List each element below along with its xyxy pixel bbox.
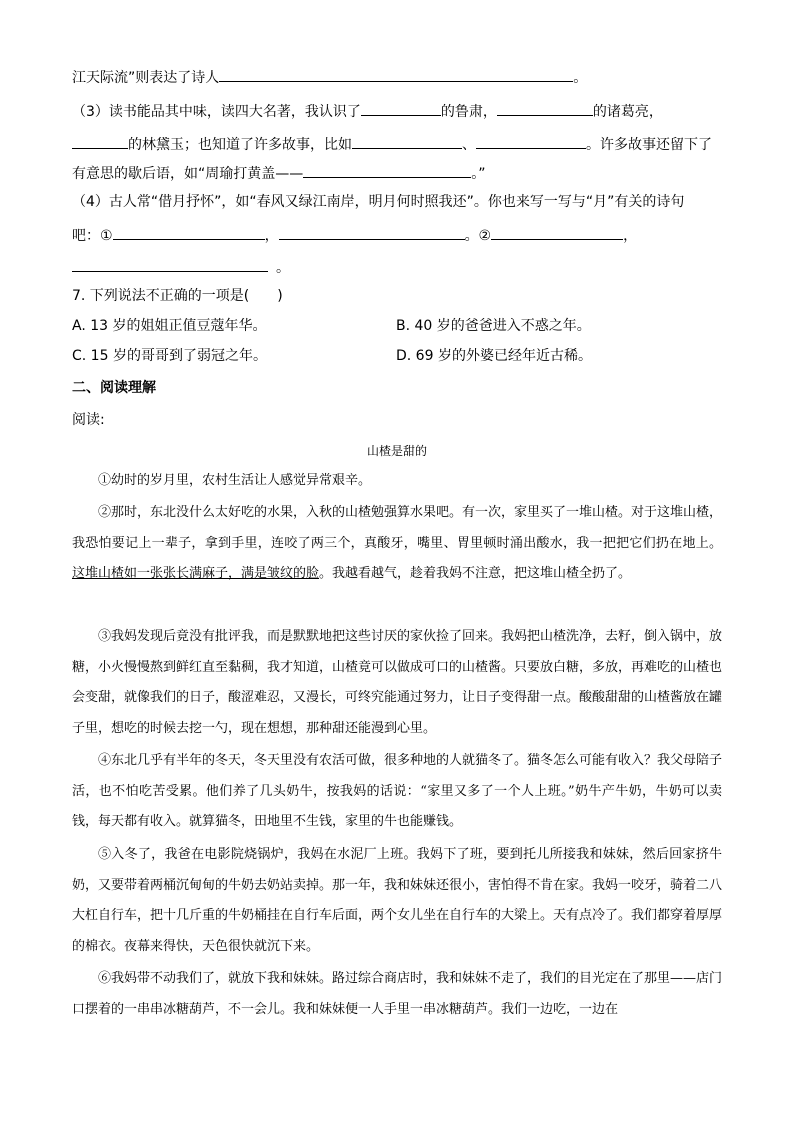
q6-part3-text: 的诸葛亮， [592, 104, 663, 120]
story-paragraph-2-text: ②那时，东北没什么太好吃的水果，入秋的山楂勉强算水果吧。有一次，家里买了一堆山楂。对于这堆山楂，我恐怕要记上一辈子，拿到手里，连咬了两三个，真酸牙，嘴里、胃里顿时涌出酸水，我一把把它们扔在地上。 [72, 505, 723, 551]
q7-option-d[interactable]: D. 69 岁的外婆已经年近古稀。 [396, 348, 592, 364]
q6-line1-text: 江天际流”则表达了诗人 [72, 70, 220, 86]
q7-option-a[interactable]: A. 13 岁的姐姐正值豆蔻年华。 [72, 318, 267, 334]
story-paragraph-2-text: 。我越看越气，趁着我妈不注意，把这堆山楂全扔了。 [319, 566, 632, 582]
answer-blank[interactable] [491, 224, 623, 240]
q6-line1-end: 。 [573, 70, 588, 86]
q6-line-1 [72, 66, 587, 88]
underlined-sentence: 这堆山楂如一张张长满麻子，满是皱纹的脸 [72, 566, 320, 582]
q6-part4-line-1 [72, 192, 684, 212]
answer-blank[interactable] [497, 100, 593, 116]
q7-stem: 7. 下列说法不正确的一项是( ) [72, 288, 283, 304]
answer-blank[interactable] [219, 66, 573, 82]
q6-part3-text: 有意思的歇后语，如“周瑜打黄盖—— [72, 166, 304, 182]
story-paragraph-4: ④东北几乎有半年的冬天，冬天里没有农活可做，很多种地的人就猫冬了。猫冬怎么可能有收入？我父母陪子活，也不怕吃苦受累。他们养了几头奶牛，按我妈的话说：“家里又多了一个人上班。”奶牛产牛奶，牛奶可以卖钱，每天都有收入。就算猫冬，田地里不生钱，家里的牛也能赚钱。 [72, 753, 723, 830]
story-paragraph-3: ③我妈发现后竟没有批评我，而是默默地把这些讨厌的家伙捡了回来。我妈把山楂洗净，去籽，倒入锅中，放糖，小火慢慢熬到鲜红直至黏稠，我才知道，山楂竟可以做成可口的山楂酱。只要放白糖，多放，再难吃的山楂也会变甜，就像我们的日子，酸涩难忍，又漫长，可终究能通过努力，让日子变得甜一点。酸酸甜甜的山楂酱放在罐子里，想吃的时候去挖一勺，现在想想，那种甜还能漫到心里。 [72, 629, 723, 736]
q6-part3-line-2 [72, 133, 712, 155]
q6-part3-text: 、 [462, 137, 476, 153]
q6-part3-line-1 [72, 100, 663, 122]
section-heading: 二、阅读理解 [72, 380, 156, 396]
story-title: 山楂是甜的 [366, 444, 427, 458]
q6-part4-line-3 [72, 256, 290, 278]
answer-blank[interactable] [113, 224, 265, 240]
answer-blank[interactable] [352, 133, 462, 149]
q6-part3-text: 的林黛玉；也知道了许多故事，比如 [128, 137, 352, 153]
story-paragraph-5: ⑤入冬了，我爸在电影院烧锅炉，我妈在水泥厂上班。我妈下了班，要到托儿所接我和妹妹，然后回家挤牛奶，又要带着两桶沉甸甸的牛奶去奶站卖掉。那一年，我和妹妹还很小，害怕得不肯在家。我妈一咬牙，骑着二八大杠自行车，把十几斤重的牛奶桶挂在自行车后面，两个女儿坐在自行车的大梁上。天有点冷了。我们都穿着厚厚的棉衣。夜幕来得快，天色很快就沉下来。 [72, 847, 723, 954]
story-paragraph-6: ⑥我妈带不动我们了，就放下我和妹妹。路过综合商店时，我和妹妹不走了，我们的目光定在了那里——店门口摆着的一串串冰糖葫芦，不一会儿。我和妹妹便一人手里一串冰糖葫芦。我们一边吃，一边在 [72, 971, 723, 1017]
answer-blank[interactable] [72, 256, 268, 272]
q6-part4-text: ， [264, 228, 279, 244]
answer-blank[interactable] [72, 133, 128, 149]
story-paragraph-2 [72, 498, 722, 590]
q6-part4-end: 。 [276, 260, 290, 276]
q6-part4-text: 。② [464, 228, 492, 244]
q7-option-c[interactable]: C. 15 岁的哥哥到了弱冠之年。 [72, 348, 267, 364]
q6-part4-text: （4）古人常“借月抒怀”，如“春风又绿江南岸，明月何时照我还”。你也来写一写与“月”有关的诗句 [72, 194, 685, 210]
answer-blank[interactable] [476, 133, 586, 149]
answer-blank[interactable] [361, 100, 441, 116]
q6-part3-text: 的鲁肃， [440, 104, 497, 120]
q7-option-b[interactable]: B. 40 岁的爸爸进入不惑之年。 [396, 318, 591, 334]
q6-part3-text: 。许多故事还留下了 [586, 137, 712, 153]
answer-blank[interactable] [279, 224, 465, 240]
q6-part4-text: 吧：① [72, 228, 113, 244]
q6-part4-line-2 [72, 224, 637, 246]
answer-blank[interactable] [303, 162, 471, 178]
q6-part3-end: 。” [471, 166, 486, 182]
q6-part4-text: ， [623, 228, 638, 244]
reading-intro: 阅读: [72, 412, 105, 428]
q6-part3-line-3 [72, 162, 486, 184]
q6-part3-label: （3）读书能品其中味，读四大名著，我认识了 [72, 104, 361, 120]
story-paragraph-1: ①幼时的岁月里，农村生活让人感觉异常艰辛。 [98, 473, 372, 488]
